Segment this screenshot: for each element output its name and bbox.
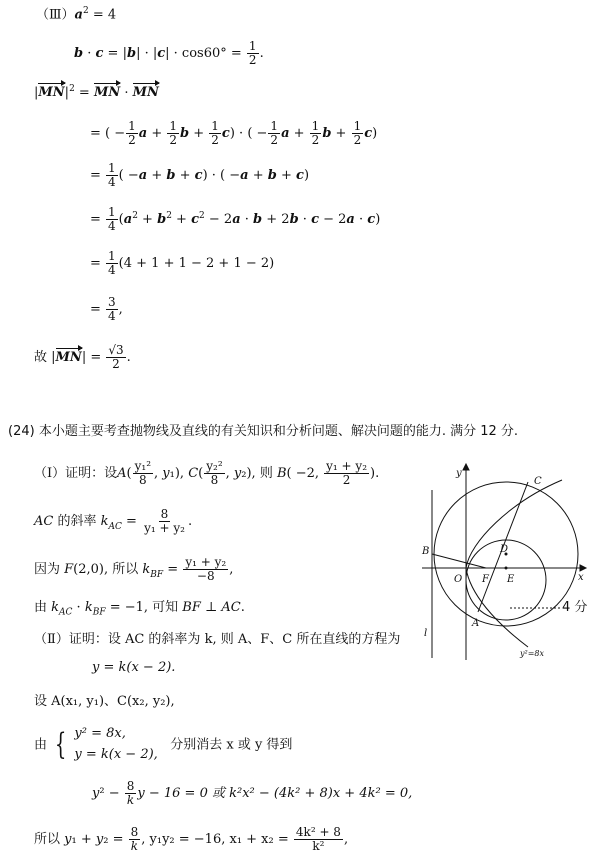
label-e: E xyxy=(507,574,515,585)
part3-step5: = $\frac{3}{4}$ , xyxy=(90,295,123,324)
part-label: （Ⅲ） xyxy=(36,7,75,23)
part3-conclusion: 故 |MN| = $\frac{√3}{2}$ . xyxy=(34,343,131,372)
label-d: D xyxy=(500,544,509,555)
q24-set-points: 设 A(x₁, y₁)、C(x₂, y₂), xyxy=(34,694,175,709)
q24-heading: (24) 本小题主要考查抛物线及直线的有关知识和分析问题、解决问题的能力. 满分 12 分. xyxy=(8,424,519,439)
part3-step4: = $\frac{1}{4}$ (4 + 1 + 1 − 2 + 1 − 2) xyxy=(90,249,275,278)
q24-perp-line: 由 $k_{AC} \cdot k_{BF} = -1$, 可知 BF ⊥ AC. xyxy=(34,600,245,618)
q24-part1-line: （Ⅰ）证明：设A( $\frac{\text{y₁²}}{8}$ , y₁), C( $\frac{\text{y₂²}}{8}$ , y₂), 则 B( −2, $\frac{\text{y₁ + y₂}}{2}$ ). xyxy=(34,459,380,488)
q24-kbf-line: 因为 F(2,0), 所以 $k_{BF}$ = $\frac{\text{y₁ + y₂}}{-8}$ , xyxy=(34,555,234,584)
q24-vieta: 所以 y₁ + y₂ = $\frac{8}{k}$ , y₁y₂ = −16, x₁ + x₂ = $\frac{\text{4k² + 8}}{\text{k²}}$ , xyxy=(34,825,349,854)
part3-line-a: $(Ⅲ)a^2 = 4$ xyxy=(36,6,117,23)
label-a: A xyxy=(472,618,480,629)
label-y: y xyxy=(456,468,462,479)
part3-step3: = $\frac{1}{4}$ $(a^2 + b^2 + c^2 - 2a \cdot b + 2b \cdot c - 2a \cdot c)$ xyxy=(90,205,381,234)
y-axis-arrow-icon xyxy=(463,464,469,470)
label-x: x xyxy=(578,572,584,583)
label-f: F xyxy=(482,574,489,585)
label-l: l xyxy=(424,628,428,639)
label-o: O xyxy=(454,574,463,585)
part3-step2: = $\frac{1}{4}$ ( −a + b + c) · ( −a + b + c) xyxy=(90,161,310,190)
score-label: 4 分 xyxy=(562,600,588,615)
part3-line-bc: b · c = |b| · |c| · cos60° = $\frac{1}{2}$ . xyxy=(74,39,264,68)
q24-quadratic: y² − $\frac{8}{k}$ y − 16 = 0 或 k²x² − (4k² + 8)x + 4k² = 0, xyxy=(92,779,413,808)
brace-icon: { xyxy=(54,726,67,762)
q24-part2-line: （Ⅱ）证明：设 AC 的斜率为 k, 则 A、F、C 所在直线的方程为 xyxy=(34,632,401,647)
label-parabola: y²=8x xyxy=(520,649,545,658)
q24-line-equation: y = k(x − 2). xyxy=(92,660,176,675)
parabola-figure xyxy=(410,462,590,662)
parabola-curve xyxy=(466,480,562,647)
fraction: $\frac{1}{2}$ xyxy=(248,39,257,68)
q24-kac-line: AC 的斜率 $k_{AC}$ = $\frac{8}{\text{y₁ + y₂}}$ . xyxy=(34,507,193,536)
segment-bf xyxy=(432,554,486,568)
label-c: C xyxy=(534,476,542,487)
x-axis-arrow-icon xyxy=(580,565,586,571)
label-b: B xyxy=(422,546,430,557)
q24-system: 由 { y² = 8x, y = k(x − 2), 分别消去 x 或 y 得到 xyxy=(34,726,293,762)
part3-step1: = ( − $\frac{1}{2}$ a + $\frac{1}{2}$ b + $\frac{1}{2}$ c) · ( − $\frac{1}{2}$ a + $\frac{1}{2}$ b + $\frac{1}{2}$ c) xyxy=(90,119,378,148)
part3-mn-squared: $|MN|^2$ = MN · MN xyxy=(34,84,159,101)
